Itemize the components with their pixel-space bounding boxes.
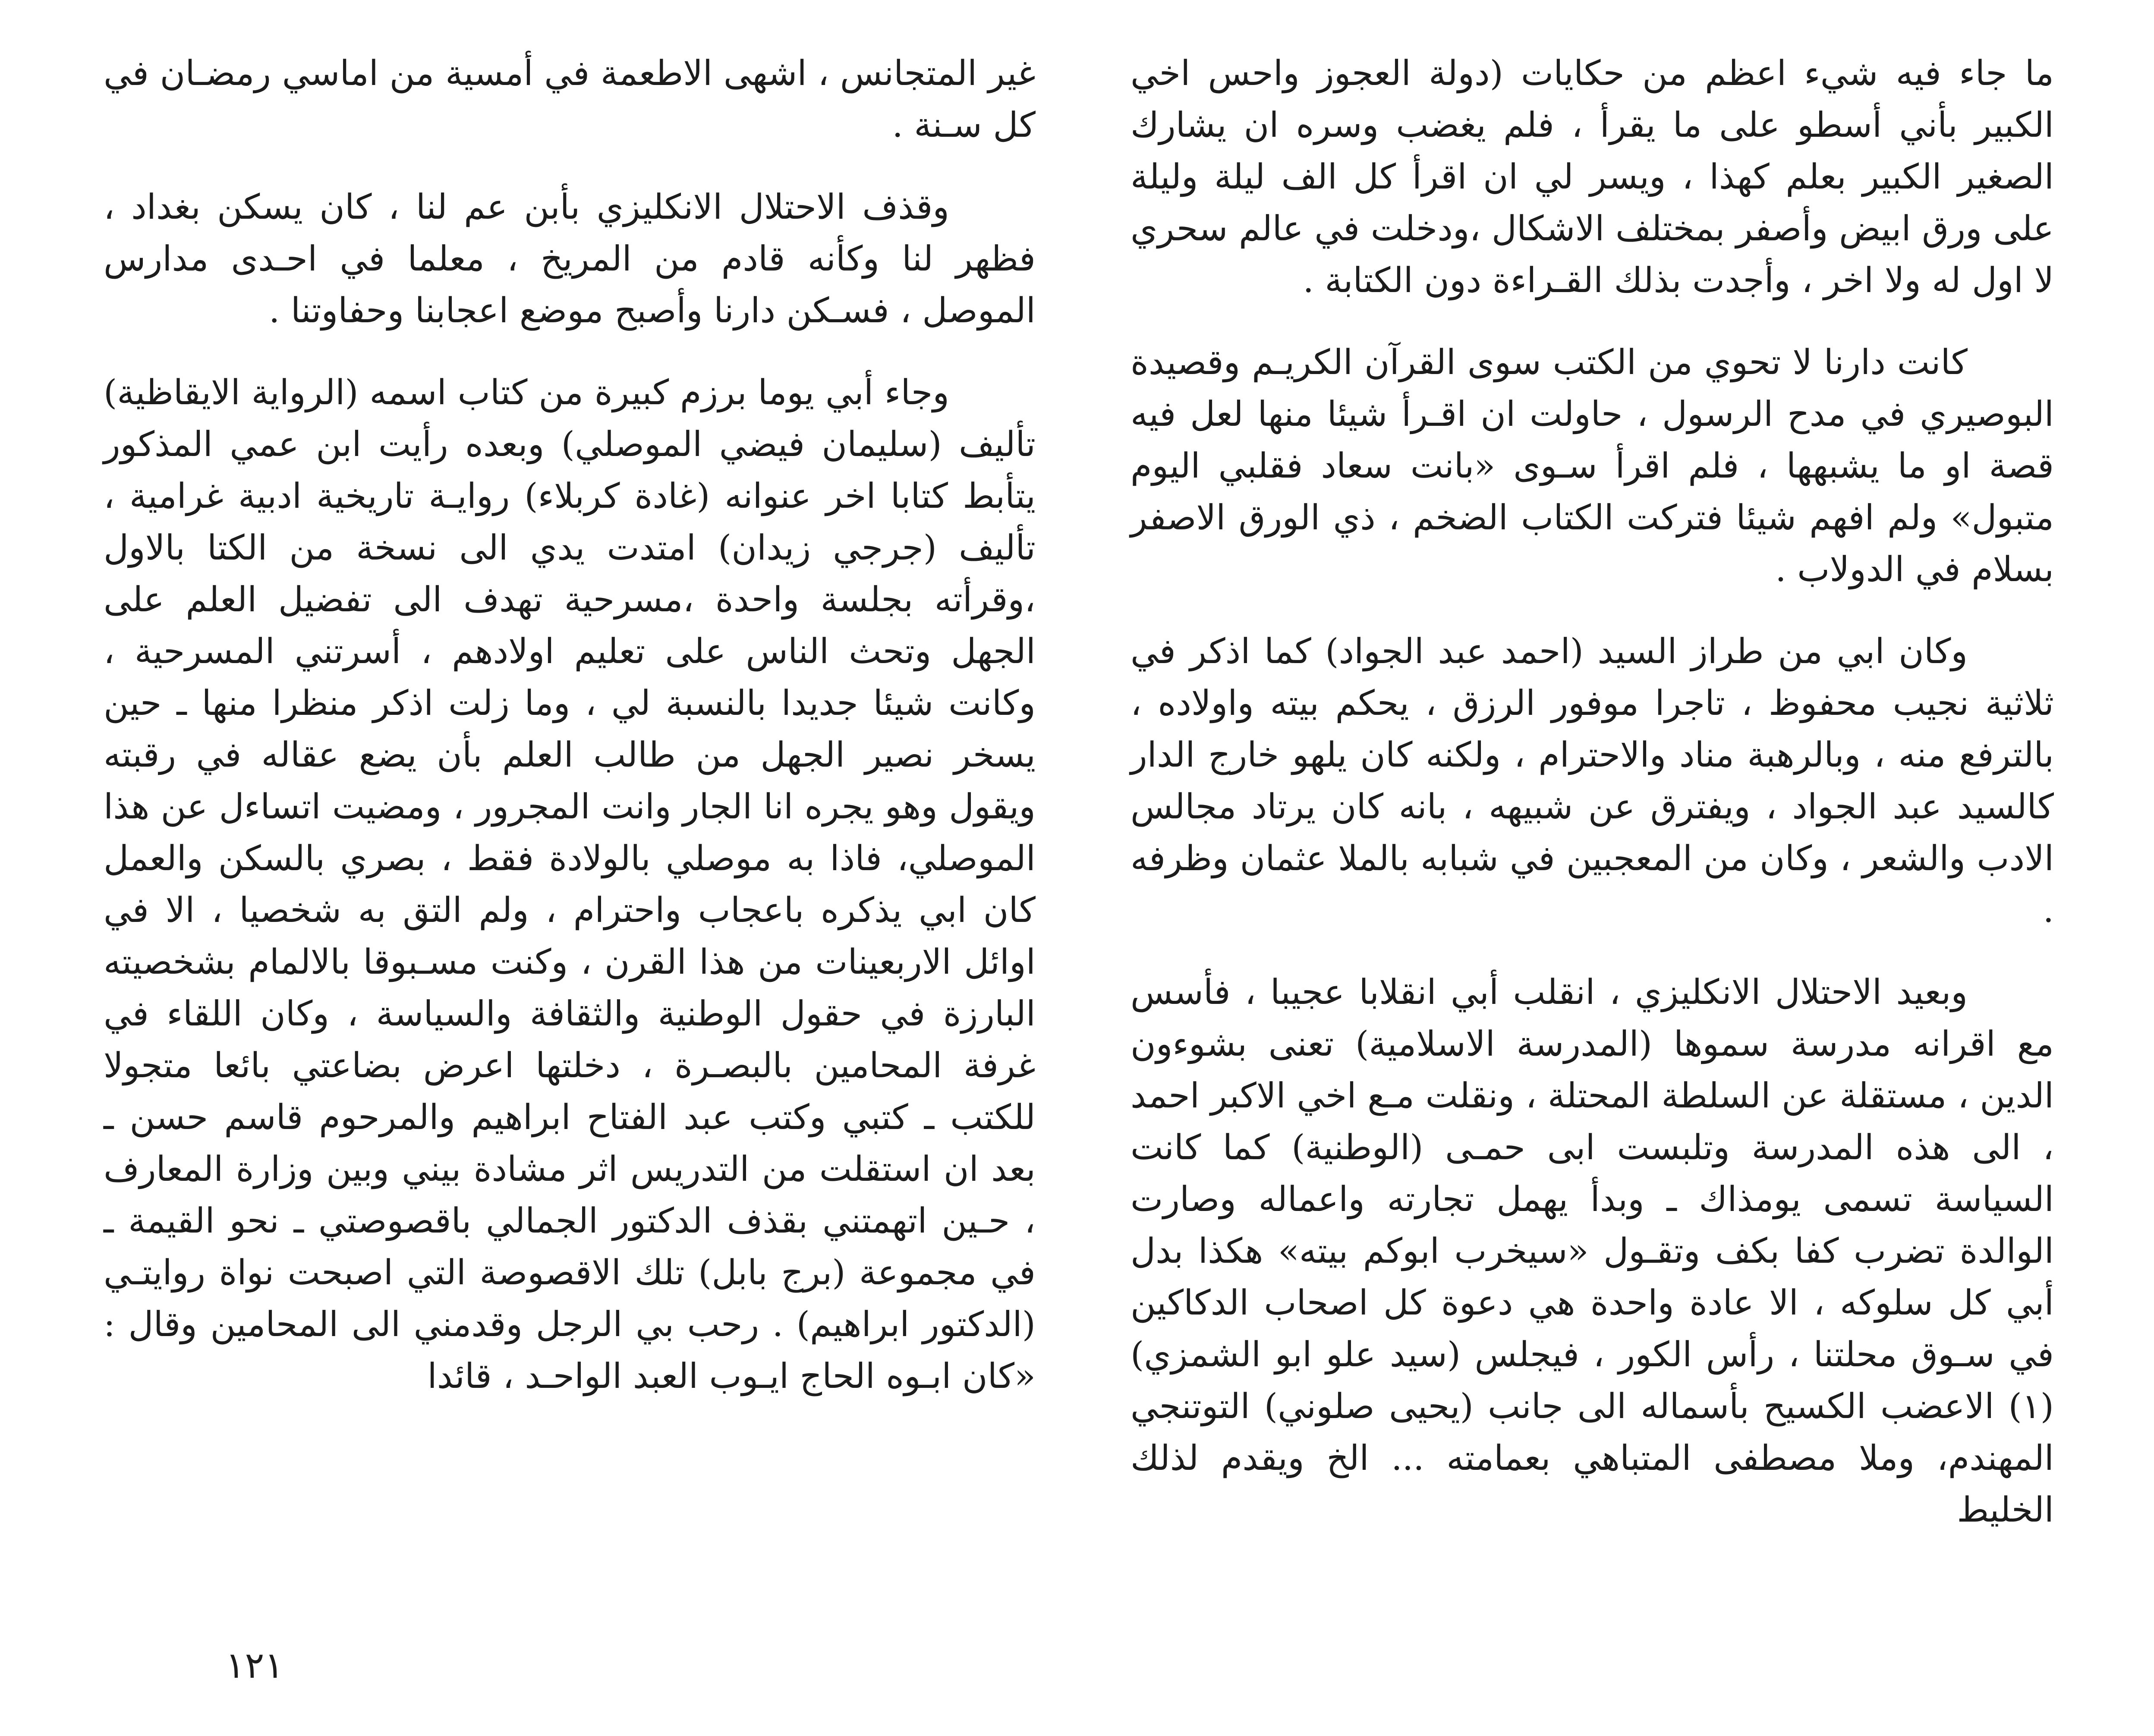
right-text-column xyxy=(1131,47,2054,1566)
left-paragraph-2: وقذف الاحتلال الانكليزي بأبن عم لنا ، كان يسكن بغداد ، فظهر لنا وكأنه قادم من المريخ ، معلما في احـدى مدارس الموصل ، فسـكن دارنا وأصبح موضع اعجابنا وحفاوتنا . xyxy=(104,187,1036,330)
left-text-column xyxy=(104,47,1036,1432)
right-paragraph-1: ما جاء فيه شيء اعظم من حكايات (دولة العجوز واحس اخي الكبير بأني أسطو على ما يقرأ ، فلم يغضب وسره ان يشارك الصغير الكبير بعلم كهذا ، ويسر لي ان اقرأ كل الف ليلة وليلة على ورق ابيض وأصفر بمختلف الاشكال ،ودخلت في عالم سحري لا اول له ولا اخر ، وأجدت بذلك القـراءة دون الكتابة . xyxy=(1131,53,2054,300)
right-paragraph-3: وكان ابي من طراز السيد (احمد عبد الجواد) كما اذكر في ثلاثية نجيب محفوظ ، تاجرا موفور الرزق ، يحكم بيته واولاده ، بالترفع منه ، وبالرهبة مناد والاحترام ، ولكنه كان يلهو خارج الدار كالسيد عبد الجواد ، ويفترق عن شبيهه ، بانه كان يرتاد مجالس الادب والشعر ، وكان من المعجبين في شبابه بالملا عثمان وظرفه . xyxy=(1131,631,2054,930)
page-number: ١٢١ xyxy=(225,1644,284,1686)
left-paragraph-3: وجاء أبي يوما برزم كبيرة من كتاب اسمه (الرواية الايقاظية) تأليف (سليمان فيضي الموصلي) وبعده رأيت ابن عمي المذكور يتأبط كتابا اخر عنوانه (غادة كربلاء) روايـة تاريخية ادبية غرامية ، تأليف (جرجي زيدان) امتدت يدي الى نسخة من الكتا بالاول ،وقرأته بجلسة واحدة ،مسرحية تهدف الى تفضيل العلم على الجهل وتحث الناس على تعليم اولادهم ، أسرتني المسرحية ، وكانت شيئا جديدا بالنسبة لي ، وما زلت اذكر منظرا منها ـ حين يسخر نصير الجهل من طالب العلم بأن يضع عقاله في رقبته ويقول وهو يجره انا الجار وانت المجرور ، ومضيت اتساءل عن هذا الموصلي، فاذا به موصلي بالولادة فقط ، بصري بالسكن والعمل كان ابي يذكره باعجاب واحترام ، ولم التق به شخصيا ، الا في اوائل الاربعينات من هذا القرن ، وكنت مسـبوقا بالالمام بشخصيته البارزة في حقول الوطنية والثقافة والسياسة ، وكان اللقاء في غرفة المحامين بالبصـرة ، دخلتها اعرض بضاعتي بائعا متجولا للكتب ـ كتبي وكتب عبد الفتاح ابراهيم والمرحوم قاسم حسن ـ بعد ان استقلت من التدريس اثر مشادة بيني وبين وزارة المعارف ، حـين اتهمتني بقذف الدكتور الجمالي باقصوصتي ـ نحو القيمة ـ في مجموعة (برج بابل) تلك الاقصوصة التي اصبحت نواة روايتـي (الدكتور ابراهيم) . رحب بي الرجل وقدمني الى المحامين وقال : «كان ابـوه الحاج ايـوب العبد الواحـد ، قائدا xyxy=(104,372,1036,1396)
left-paragraph-1: غير المتجانس ، اشهى الاطعمة في أمسية من اماسي رمضـان في كل سـنة . xyxy=(104,53,1036,145)
right-paragraph-2: كانت دارنا لا تحوي من الكتب سوى القرآن الكريـم وقصيدة البوصيري في مدح الرسول ، حاولت ان اقـرأ شيئا منها لعل فيه قصة او ما يشبهها ، فلم اقرأ سـوى «بانت سعاد فقلبي اليوم متبول» ولم افهم شيئا فتركت الكتاب الضخم ، ذي الورق الاصفر بسلام في الدولاب . xyxy=(1131,342,2054,589)
right-paragraph-4: وبعيد الاحتلال الانكليزي ، انقلب أبي انقلابا عجيبا ، فأسس مع اقرانه مدرسة سموها (المدرسة الاسلامية) تعنى بشوءون الدين ، مستقلة عن السلطة المحتلة ، ونقلت مـع اخي الاكبر احمد ، الى هذه المدرسة وتلبست ابى حمـى (الوطنية) كما كانت السياسة تسمى يومذاك ـ وبدأ يهمل تجارته واعماله وصارت الوالدة تضرب كفا بكف وتقـول «سيخرب ابوكم بيته» هكذا بدل أبي كل سلوكه ، الا عادة واحدة هي دعوة كل اصحاب الدكاكين في سـوق محلتنا ، رأس الكور ، فيجلس (سيد علو ابو الشمزي)(١) الاعضب الكسيح بأسماله الى جانب (يحيى صلوني) التوتنجي المهندم، وملا مصطفى المتباهي بعمامته ... الخ ويقدم لذلك الخليط xyxy=(1131,972,2054,1530)
